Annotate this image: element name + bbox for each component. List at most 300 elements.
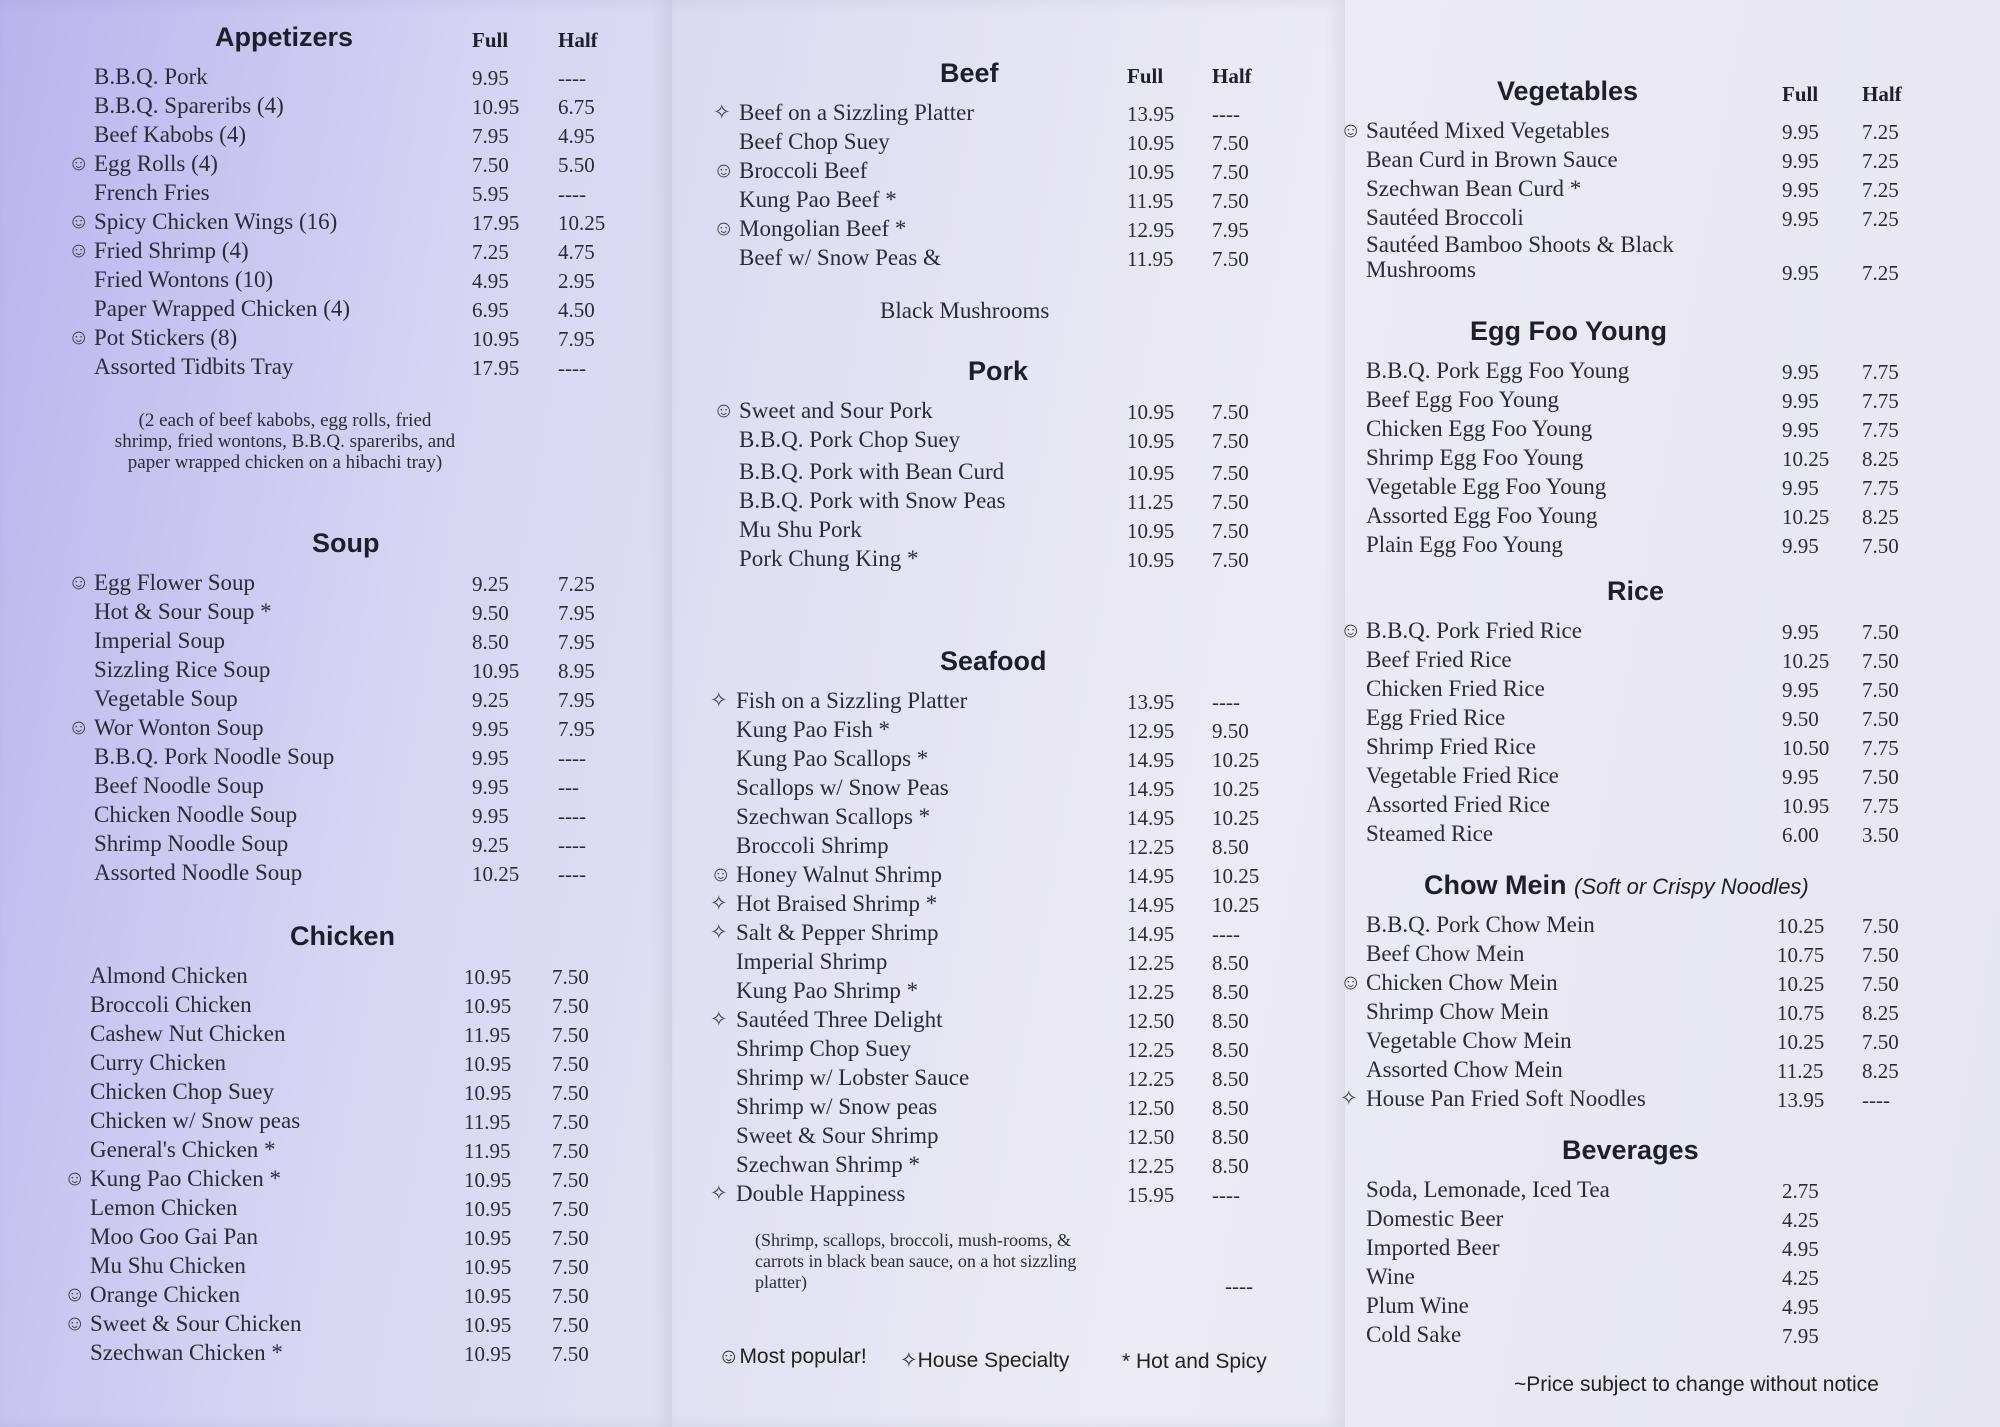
seafood-note-half-value: ---- [1225,1274,1253,1298]
menu-item-kung-pao-fish [722,715,1282,744]
half-price: ---- [558,66,586,90]
menu-item-shrimp-chow-mein [1352,997,1952,1026]
menu-item-kung-pao-chicken [64,1164,616,1193]
menu-item-spicy-chicken-wings-16 [68,207,620,236]
half-price: 7.75 [1862,360,1899,384]
full-price: 7.95 [472,124,509,148]
full-price: 9.95 [1782,620,1819,644]
full-price: 10.25 [472,862,520,886]
item-name: B.B.Q. Spareribs (4) [94,93,284,118]
full-price: 9.25 [472,688,509,712]
menu-item-szechwan-chicken [76,1338,616,1367]
half-price: 8.50 [1212,1154,1249,1178]
half-price: 7.50 [1212,189,1249,213]
item-name: Fried Wontons (10) [94,267,274,292]
half-price: 7.50 [552,1168,589,1192]
full-price: 9.50 [1782,707,1819,731]
menu-item-kung-pao-scallops [722,744,1282,773]
menu-item-b-b-q-spareribs-4 [80,91,620,120]
item-name: B.B.Q. Pork Noodle Soup [94,744,335,769]
item-name: Broccoli Chicken [90,992,252,1017]
full-price: 10.95 [1127,400,1175,424]
full-price: 13.95 [1127,102,1175,126]
full-price: 14.95 [1127,864,1175,888]
full-price: 12.25 [1127,951,1175,975]
half-price: 7.50 [552,1139,589,1163]
full-price: 10.95 [472,95,520,119]
full-price: 10.25 [1777,972,1825,996]
vegetables-title-text: Vegetables [1497,76,1639,106]
half-price: 10.25 [1212,893,1260,917]
item-name: Chicken Chow Mein [1366,970,1558,995]
half-price: 7.75 [1862,418,1899,442]
full-price: 9.95 [1782,120,1819,144]
item-name: Fried Shrimp (4) [94,238,249,263]
item-name: B.B.Q. Pork Egg Foo Young [1366,358,1630,383]
menu-item-broccoli-chicken [76,990,616,1019]
item-name: Chicken Fried Rice [1366,676,1545,701]
half-price: 8.50 [1212,1009,1249,1033]
half-price: 7.50 [1862,649,1899,673]
item-name: Fish on a Sizzling Platter [736,688,968,713]
rice-header [1352,576,1952,616]
pork-header [725,356,1285,396]
half-price: 7.50 [1212,490,1249,514]
full-price: 10.95 [464,1197,512,1221]
menu-item-shrimp-chop-suey [722,1034,1282,1063]
item-name: B.B.Q. Pork [94,64,208,89]
full-price: 10.95 [472,659,520,683]
pork-title [968,356,1028,387]
item-name: Kung Pao Fish * [736,717,890,742]
full-price: 4.25 [1782,1266,1819,1290]
menu-item-sweet-and-sour-pork [713,396,1285,425]
half-price: 7.50 [552,1226,589,1250]
half-price: 8.50 [1212,1096,1249,1120]
full-price: 9.95 [472,746,509,770]
appetizers-title [215,22,353,53]
item-name: B.B.Q. Pork Chop Suey [739,427,961,452]
menu-item-shrimp-egg-foo-young [1352,443,1952,472]
menu-item-pork-chung-king [725,544,1285,573]
half-price: 8.50 [1212,1125,1249,1149]
beverages-title [1562,1135,1699,1166]
half-column-header: Half [558,28,598,52]
menu-item-broccoli-shrimp [722,831,1282,860]
item-name: Assorted Noodle Soup [94,860,303,885]
half-price: 7.95 [558,601,595,625]
full-column-header: Full [1127,64,1164,88]
menu-item-soda-lemonade-iced-tea [1352,1175,1952,1204]
item-name: Vegetable Chow Mein [1366,1028,1572,1053]
menu-item-beef-chow-mein [1352,939,1952,968]
menu-item-egg-rolls-4 [68,149,620,178]
house-specialty-icon: ✧ [713,100,731,124]
menu-item-mu-shu-chicken [76,1251,616,1280]
item-name: Chicken Egg Foo Young [1366,416,1593,441]
menu-item-assorted-chow-mein [1352,1055,1952,1084]
half-price: 10.25 [1212,748,1260,772]
half-price: 7.50 [1212,160,1249,184]
menu-item-b-b-q-pork-chop-suey [725,425,1285,457]
full-price: 10.95 [464,994,512,1018]
half-price: 8.25 [1862,1059,1899,1083]
item-name: Curry Chicken [90,1050,227,1075]
full-price: 9.95 [472,66,509,90]
item-name: Szechwan Shrimp * [736,1152,920,1177]
item-name: Paper Wrapped Chicken (4) [94,296,351,321]
item-name: Shrimp Noodle Soup [94,831,289,856]
full-price: 9.25 [472,572,509,596]
menu-item-cold-sake [1352,1320,1952,1349]
half-price: 7.50 [1862,914,1899,938]
half-price: 8.50 [1212,980,1249,1004]
menu-item-egg-fried-rice [1352,703,1952,732]
half-price: 7.25 [1862,261,1899,285]
full-price: 4.25 [1782,1208,1819,1232]
full-price: 6.95 [472,298,509,322]
menu-item-curry-chicken [76,1048,616,1077]
seafood-note-half [1225,1270,1285,1299]
item-name: Assorted Egg Foo Young [1366,503,1598,528]
menu-item-szechwan-scallops [722,802,1282,831]
item-name: Sautéed Broccoli [1366,205,1524,230]
beverages-section [1352,1135,1952,1349]
menu-item-assorted-tidbits-tray [80,352,620,381]
menu-item-szechwan-shrimp [722,1150,1282,1179]
menu-item-beef-kabobs-4 [80,120,620,149]
full-price: 6.00 [1782,823,1819,847]
full-price: 10.95 [1127,461,1175,485]
beef-header [725,58,1285,98]
half-price: ---- [1862,1088,1890,1112]
house-specialty-icon: ✧ [710,1007,728,1031]
item-name: House Pan Fried Soft Noodles [1366,1086,1646,1111]
half-price: 7.50 [1212,519,1249,543]
item-name: Egg Rolls (4) [94,151,218,176]
item-name: Szechwan Scallops * [736,804,931,829]
beverages-title-text: Beverages [1562,1135,1699,1165]
half-price: 8.25 [1862,447,1899,471]
menu-item-honey-walnut-shrimp [710,860,1282,889]
half-price: 10.25 [558,211,606,235]
item-name: Chicken w/ Snow peas [90,1108,301,1133]
full-price: 10.95 [1127,548,1175,572]
menu-item-saut-ed-broccoli [1352,203,1952,232]
item-name: Sweet and Sour Pork [739,398,933,423]
full-price: 10.95 [464,1342,512,1366]
appetizers-note: (2 each of beef kabobs, egg rolls, fried shrimp, fried wontons, B.B.Q. spareribs, and paper wrapped chicken on a hibachi tray) [114,410,456,473]
item-name: Pork Chung King * [739,546,919,571]
item-name: Beef Fried Rice [1366,647,1512,672]
item-name: Beef Chow Mein [1366,941,1525,966]
menu-item-saut-ed-three-delight [710,1005,1282,1034]
item-name: Assorted Tidbits Tray [94,354,294,379]
full-price: 9.95 [1782,418,1819,442]
item-name: Bean Curd in Brown Sauce [1366,147,1618,172]
seafood-header [722,646,1282,686]
half-price: 7.50 [1212,131,1249,155]
item-name: Sautéed Mixed Vegetables [1366,118,1610,143]
egg-foo-young-title [1470,316,1667,347]
full-price: 9.95 [1782,178,1819,202]
half-price: 7.95 [558,688,595,712]
half-price: 8.25 [1862,1001,1899,1025]
appetizers-section [68,22,620,381]
half-price: 3.50 [1862,823,1899,847]
menu-item-lemon-chicken [76,1193,616,1222]
full-price: 10.95 [1127,429,1175,453]
appetizers-title-text: Appetizers [215,22,354,52]
soup-title-text: Soup [312,528,380,558]
menu-item-vegetable-chow-mein [1352,1026,1952,1055]
menu-item-scallops-w-snow-peas [722,773,1282,802]
menu-item-beef-chop-suey [725,127,1285,156]
menu-item-beef-on-a-sizzling-platter [713,98,1285,127]
egg-foo-young-section [1352,316,1952,559]
half-price: 7.50 [1212,548,1249,572]
full-price: 13.95 [1127,690,1175,714]
rice-title-text: Rice [1607,576,1665,606]
item-name: Honey Walnut Shrimp [736,862,942,887]
half-price: 8.50 [1212,1067,1249,1091]
menu-item-fried-shrimp-4 [68,236,620,265]
seafood-title [940,646,1047,677]
item-name: Double Happiness [736,1181,906,1206]
item-name: Scallops w/ Snow Peas [736,775,949,800]
beef-title [940,58,999,89]
full-price: 15.95 [1127,1183,1175,1207]
item-name: Shrimp Chop Suey [736,1036,912,1061]
menu-item-sweet-sour-shrimp [722,1121,1282,1150]
chow-mein-section [1340,870,1952,1113]
item-name: Spicy Chicken Wings (16) [94,209,338,234]
item-name: Broccoli Beef [739,158,868,183]
most-popular-icon: ☺ [68,715,90,739]
menu-item-french-fries [80,178,620,207]
house-specialty-icon: ✧ [710,1181,728,1205]
full-price: 11.95 [464,1139,511,1163]
item-name: Hot Braised Shrimp * [736,891,938,916]
most-popular-icon: ☺ [1340,618,1362,642]
most-popular-icon: ☺ [68,325,90,349]
most-popular-icon: ☺ [68,151,90,175]
item-name: Szechwan Chicken * [90,1340,283,1365]
half-price: 10.25 [1212,806,1260,830]
half-price: 7.50 [1212,400,1249,424]
item-name: B.B.Q. Pork Fried Rice [1366,618,1582,643]
half-price: 7.95 [558,630,595,654]
half-price: 7.50 [552,994,589,1018]
menu-item-imported-beer [1352,1233,1952,1262]
item-name: Vegetable Soup [94,686,238,711]
menu-item-chicken-chow-mein [1340,968,1952,997]
full-price: 11.95 [464,1023,511,1047]
menu-item-b-b-q-pork-with-bean-curd [725,457,1285,486]
item-name: Sweet & Sour Shrimp [736,1123,939,1148]
chicken-title-text: Chicken [290,921,396,951]
full-price: 12.50 [1127,1096,1175,1120]
chicken-header [76,921,616,961]
half-price: 7.50 [552,1284,589,1308]
menu-item-assorted-noodle-soup [80,858,620,887]
most-popular-icon: ☺ [68,570,90,594]
menu-item-vegetable-soup [80,684,620,713]
full-price: 9.95 [1782,476,1819,500]
half-price: ---- [558,804,586,828]
item-name: Wor Wonton Soup [94,715,264,740]
full-price: 10.50 [1782,736,1830,760]
menu-item-fried-wontons-10 [80,265,620,294]
half-price: 7.50 [552,1052,589,1076]
menu-item-kung-pao-shrimp [722,976,1282,1005]
egg-foo-young-header [1352,316,1952,356]
item-name: Imported Beer [1366,1235,1500,1260]
full-price: 11.25 [1127,490,1174,514]
item-name: Beef Chop Suey [739,129,890,154]
chow-mein-subtitle: (Soft or Crispy Noodles) [1574,874,1809,899]
chow-mein-title [1424,870,1809,901]
half-price: ---- [558,862,586,886]
menu-item-beef-fried-rice [1352,645,1952,674]
full-price: 9.95 [1782,389,1819,413]
menu-item-saut-ed-bamboo-shoots-black-mushrooms [1352,232,1952,290]
half-price: ---- [1212,922,1240,946]
item-name: Shrimp w/ Snow peas [736,1094,938,1119]
half-price: 8.95 [558,659,595,683]
half-price: 7.50 [1212,461,1249,485]
half-price: 6.75 [558,95,595,119]
most-popular-icon: ☺ [64,1282,86,1306]
menu-item-imperial-shrimp [722,947,1282,976]
half-price: 7.95 [558,327,595,351]
item-name: Vegetable Egg Foo Young [1366,474,1607,499]
item-name: French Fries [94,180,210,205]
full-price: 12.95 [1127,719,1175,743]
half-price: 7.50 [1862,972,1899,996]
seafood-title-text: Seafood [940,646,1047,676]
full-price: 10.95 [464,1284,512,1308]
item-name: Imperial Shrimp [736,949,888,974]
half-price: 7.50 [552,1255,589,1279]
item-name: Plum Wine [1366,1293,1469,1318]
beverages-header [1352,1135,1952,1175]
item-name: B.B.Q. Pork with Bean Curd [739,459,1005,484]
full-price: 14.95 [1127,806,1175,830]
item-name: Cold Sake [1366,1322,1462,1347]
menu-item-egg-flower-soup [68,568,620,597]
most-popular-icon: ☺ [1340,118,1362,142]
item-name: Chicken Chop Suey [90,1079,274,1104]
menu-item-plain-egg-foo-young [1352,530,1952,559]
legend-house-specialty: ✧House Specialty [900,1349,1070,1372]
rice-section [1340,576,1952,848]
beef-section [713,58,1285,272]
menu-item-b-b-q-pork-fried-rice [1340,616,1952,645]
egg-foo-young-title-text: Egg Foo Young [1470,316,1667,346]
full-price: 7.95 [1782,1324,1819,1348]
menu-item-shrimp-w-lobster-sauce [722,1063,1282,1092]
menu-item-plum-wine [1352,1291,1952,1320]
half-price: 7.50 [1862,678,1899,702]
menu-item-house-pan-fried-soft-noodles [1340,1084,1952,1113]
half-price: 10.25 [1212,777,1260,801]
item-name: Egg Flower Soup [94,570,255,595]
menu-item-mongolian-beef [713,214,1285,243]
item-name: B.B.Q. Pork with Snow Peas [739,488,1006,513]
menu-item-almond-chicken [76,961,616,990]
full-price: 12.25 [1127,1154,1175,1178]
legend-hot-and-spicy: * Hot and Spicy [1122,1350,1267,1373]
menu-item-assorted-egg-foo-young [1352,501,1952,530]
half-price: 10.25 [1212,864,1260,888]
half-price: ---- [1212,690,1240,714]
full-price: 10.25 [1777,914,1825,938]
house-specialty-icon: ✧ [710,920,728,944]
soup-section [68,528,620,887]
item-name: Beef Kabobs (4) [94,122,247,147]
half-price: 7.75 [1862,736,1899,760]
menu-item-chicken-egg-foo-young [1352,414,1952,443]
item-name: Shrimp Chow Mein [1366,999,1549,1024]
item-name: Shrimp Fried Rice [1366,734,1536,759]
menu-item-hot-braised-shrimp [710,889,1282,918]
half-column-header: Half [1862,82,1902,106]
half-price: 7.25 [1862,120,1899,144]
full-price: 10.25 [1782,505,1830,529]
half-price: ---- [1212,1183,1240,1207]
most-popular-icon: ☺ [713,216,735,240]
half-price: ---- [558,833,586,857]
menu-item-chicken-w-snow-peas [76,1106,616,1135]
menu-item-double-happiness [710,1179,1282,1208]
full-price: 14.95 [1127,748,1175,772]
full-price: 10.95 [1127,519,1175,543]
full-price: 9.95 [1782,534,1819,558]
full-price: 10.75 [1777,943,1825,967]
menu-item-chicken-fried-rice [1352,674,1952,703]
item-name: Almond Chicken [90,963,248,988]
item-name: Assorted Fried Rice [1366,792,1550,817]
chicken-section [64,921,616,1367]
price-change-note: ~Price subject to change without notice [1514,1373,1879,1396]
half-price: 7.50 [552,1313,589,1337]
item-name: Imperial Soup [94,628,225,653]
half-price: 7.50 [552,1081,589,1105]
menu-item-saut-ed-mixed-vegetables [1340,116,1952,145]
house-specialty-icon: ✧ [1340,1086,1358,1110]
half-price: 7.25 [1862,207,1899,231]
item-name: Hot & Sour Soup * [94,599,272,624]
full-price: 11.95 [464,1110,511,1134]
beef-title-text: Beef [940,58,999,88]
full-price: 14.95 [1127,922,1175,946]
most-popular-icon: ☺ [713,158,735,182]
item-name: Plain Egg Foo Young [1366,532,1563,557]
menu-item-beef-noodle-soup [80,771,620,800]
most-popular-icon: ☺ [713,398,735,422]
full-price: 12.50 [1127,1009,1175,1033]
vegetables-header [1352,76,1952,116]
full-price: 7.50 [472,153,509,177]
full-price: 10.95 [1127,131,1175,155]
full-price: 9.95 [1782,261,1819,285]
item-name: Moo Goo Gai Pan [90,1224,259,1249]
menu-item-beef-egg-foo-young [1352,385,1952,414]
menu-item-imperial-soup [80,626,620,655]
menu-item-general-s-chicken [76,1135,616,1164]
full-column-header: Full [1782,82,1819,106]
